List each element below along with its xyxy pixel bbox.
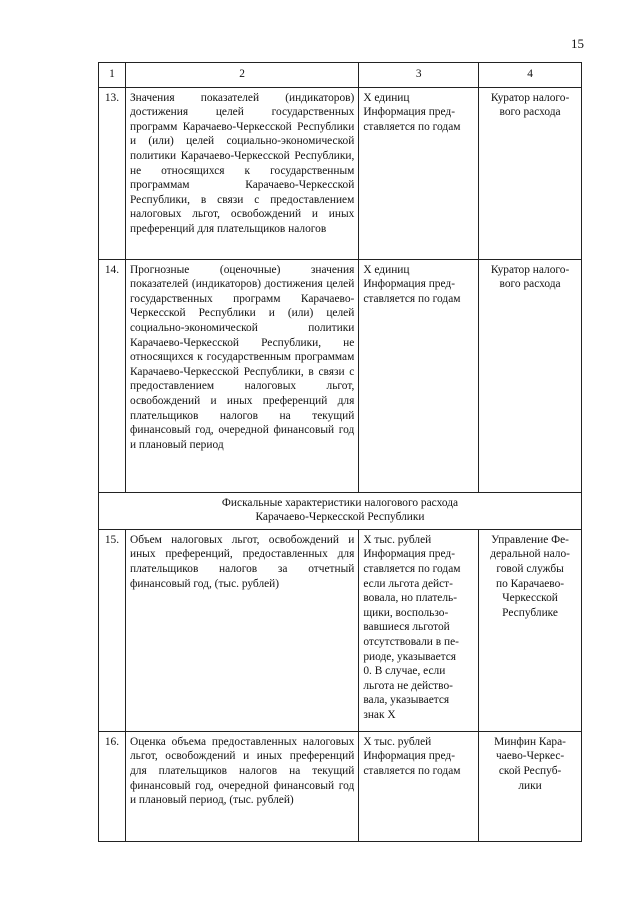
unit-line: Х тыс. рублей — [363, 735, 432, 748]
row-description: Оценка объема предоставленных налоговых льгот, освобождений и иных преференций для плательщиков налогов на текущий финансовый год, очередной финансовый год и плановый период, (тыс. рублей) — [125, 731, 358, 841]
unit-line: Информация пред- — [363, 106, 455, 119]
row-unit — [359, 731, 479, 841]
indicators-table — [98, 62, 582, 842]
row-source — [479, 259, 582, 492]
source-line: по Карачаево- — [496, 577, 565, 590]
unit-line: отсутствовали в пе- — [363, 635, 459, 648]
source-line: деральной нало- — [490, 548, 570, 561]
unit-line: ставляется по годам — [363, 292, 461, 305]
table-row — [99, 259, 582, 492]
unit-line: Х единиц — [363, 91, 410, 104]
source-line: Республике — [502, 606, 558, 619]
header-cell: 3 — [359, 63, 479, 88]
unit-line: вавшиеся льготой — [363, 621, 450, 634]
row-source — [479, 731, 582, 841]
table-row — [99, 731, 582, 841]
header-cell: 1 — [99, 63, 126, 88]
unit-line: Информация пред- — [363, 278, 455, 291]
row-source — [479, 87, 582, 259]
row-number: 13. — [99, 87, 126, 259]
unit-line: Информация пред- — [363, 548, 455, 561]
header-cell: 4 — [479, 63, 582, 88]
unit-line: Информация пред- — [363, 750, 455, 763]
source-line: Минфин Кара- — [494, 735, 566, 748]
source-line: вого расхода — [499, 278, 561, 291]
unit-line: ставляется по годам — [363, 120, 461, 133]
row-unit — [359, 87, 479, 259]
source-line: говой службы — [496, 562, 564, 575]
unit-line: если льгота дейст- — [363, 577, 453, 590]
table-row — [99, 529, 582, 731]
row-unit — [359, 259, 479, 492]
unit-line: ставляется по годам — [363, 764, 461, 777]
unit-line: Х тыс. рублей — [363, 533, 432, 546]
row-source — [479, 529, 582, 731]
unit-line: вовала, но платель- — [363, 592, 458, 605]
source-line: Куратор налого- — [490, 91, 570, 104]
unit-line: вала, указывается — [363, 694, 450, 707]
unit-line: риоде, указывается — [363, 650, 457, 663]
row-unit — [359, 529, 479, 731]
row-number: 16. — [99, 731, 126, 841]
source-line: ской Респуб- — [498, 764, 562, 777]
page-number: 15 — [571, 36, 584, 51]
source-line: чаево-Черкес- — [495, 750, 565, 763]
row-description: Прогнозные (оценочные) значения показателей (индикаторов) достижения целей государственных программ Карачаево-Черкесской Республики и (или) целей социально-экономической политики Карачаево-Черкесской Республики, не относящихся к государственным программам Карачаево-Черкесской Республики, в связи с предоставлением налоговых льгот, освобождений и иных преференций для плательщиков налогов на текущий финансовый год, очередной финансовый год и плановый период — [125, 259, 358, 492]
unit-line: щики, воспользо- — [363, 606, 449, 619]
source-line: Куратор налого- — [490, 263, 570, 276]
section-title-line: Карачаево-Черкесской Республики — [255, 511, 425, 524]
row-description: Объем налоговых льгот, освобождений и иных преференций, предоставленных для плательщиков налогов за отчетный финансовый год, (тыс. рублей) — [125, 529, 358, 731]
unit-line: льгота не действо- — [363, 679, 453, 692]
source-line: лики — [518, 779, 542, 792]
unit-line: знак Х — [363, 708, 396, 721]
unit-line: Х единиц — [363, 263, 410, 276]
unit-line: ставляется по годам — [363, 562, 461, 575]
unit-line: 0. В случае, если — [363, 665, 446, 678]
header-cell: 2 — [125, 63, 358, 88]
row-number: 15. — [99, 529, 126, 731]
source-line: Управление Фе- — [491, 533, 569, 546]
table-row — [99, 87, 582, 259]
table-header-row — [99, 63, 582, 88]
source-line: Черкесской — [502, 592, 558, 605]
row-description: Значения показателей (индикаторов) достижения целей государственных программ Карачаево-Черкесской Республики и (или) целей социально-экономической политики Карачаево-Черкесской Республики, не относящихся к государственным программам Карачаево-Черкесской Республики, в связи с предоставлением налоговых льгот, освобождений и иных преференций для плательщиков налогов — [125, 87, 358, 259]
section-row — [99, 492, 582, 529]
row-number: 14. — [99, 259, 126, 492]
source-line: вого расхода — [499, 106, 561, 119]
section-title — [99, 492, 582, 529]
section-title-line: Фискальные характеристики налогового расхода — [221, 496, 459, 509]
